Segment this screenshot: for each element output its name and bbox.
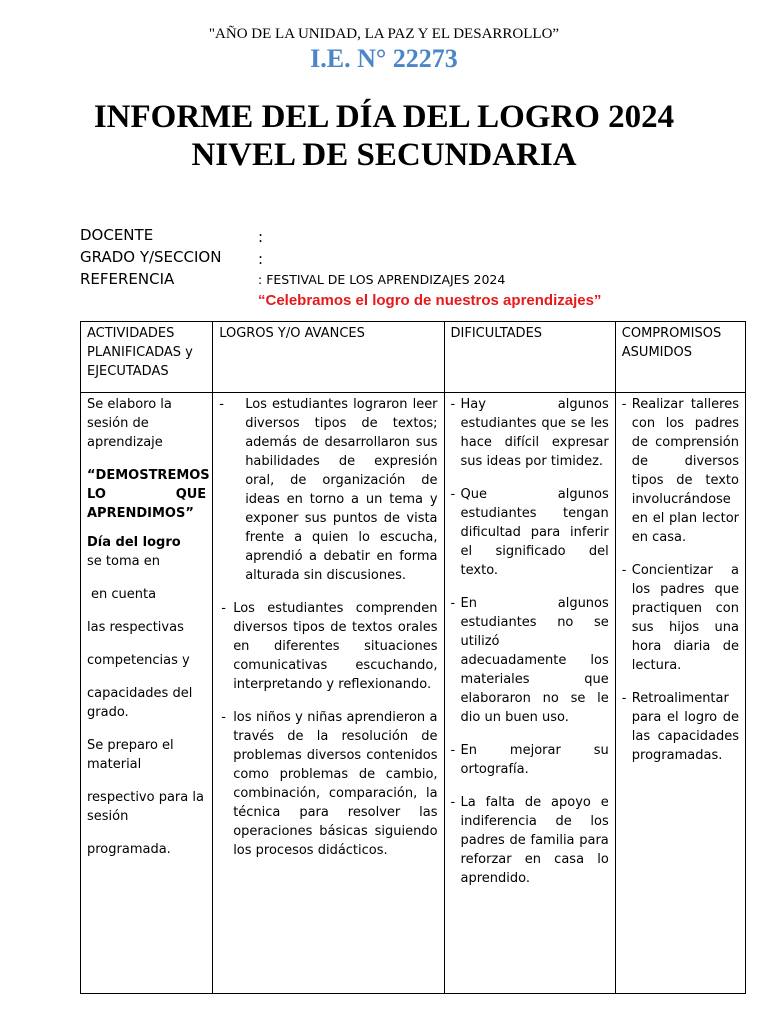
title-line-1: INFORME DEL DÍA DEL LOGRO 2024 [93,99,675,135]
referencia-colon: : [258,272,263,287]
compromiso-text: Realizar talleres con los padres de comprensión de diversos tipos de texto involucrándose en el plan lector en casa. [631,397,739,545]
compromiso-text: Concientizar a los padres que practiquen con sus hijos una hora diaria de lectura. [631,563,739,673]
header-actividades: ACTIVIDADES PLANIFICADAS y EJECUTADAS [81,322,213,393]
grado-colon: : [258,250,264,268]
dificultad-text: En mejorar su ortografía. [460,743,609,777]
logro-item [219,395,437,585]
actividad-text: Se elaboro la sesión de aprendizaje [87,397,172,450]
report-title [0,98,768,174]
actividad-text: competencias y [87,653,190,668]
bullet-dash: - [450,795,456,810]
bullet-dash: - [621,691,627,706]
referencia-value [258,272,505,287]
bullet-dash: - [621,397,627,412]
dificultad-text: Hay algunos estudiantes que se les hace difícil expresar sus ideas por timidez. [460,397,609,469]
header-dificultades: DIFICULTADES [444,322,615,393]
logro-text: Los estudiantes comprenden diversos tipos de textos orales en diferentes situaciones comunicativas escuchando, interpretando y reflexionando. [233,601,438,692]
docente-colon: : [258,228,264,246]
dificultad-item [451,741,609,779]
docente-label: DOCENTE [80,226,154,244]
logro-text: los niños y niñas aprendieron a través de la resolución de problemas diversos contenidos como problemas de cambio, combinación, comparación, la técnica para resolver las operaciones básicas siguiendo los procesos didácticos. [233,710,438,858]
table-header-row [81,322,746,393]
session-title: “DEMOSTREMOS LO QUE APRENDIMOS” [87,468,210,521]
actividad-text: programada. [87,842,171,857]
actividad-text: capacidades del grado. [87,686,193,720]
actividad-text: respectivo para la sesión [87,790,204,824]
dificultad-item [451,395,609,471]
table-body-row [81,393,746,994]
header-logros: LOGROS Y/O AVANCES [213,322,444,393]
logro-day-label: Día del logro [87,535,181,550]
actividad-text: Se preparo el material [87,738,174,772]
referencia-label: REFERENCIA [80,270,175,288]
bullet-dash: - [221,601,226,616]
compromisos-cell [615,393,745,994]
actividad-text: en cuenta [91,587,157,602]
actividad-text-part: se toma en [87,554,160,569]
slogan: “Celebramos el logro de nuestros aprendizajes” [258,292,602,309]
compromiso-text: Retroalimentar para el logro de las capacidades programadas. [631,691,739,763]
actividad-text: las respectivas [87,620,184,635]
compromiso-item [622,561,739,675]
compromiso-item [622,395,739,547]
report-table [80,321,746,994]
grado-label: GRADO Y/SECCION [80,248,222,266]
bullet-dash: - [221,710,226,725]
actividad-text [87,533,206,571]
bullet-dash: - [450,487,456,502]
dificultad-item [451,594,609,727]
dificultad-item [451,793,609,888]
school-name: I.E. N° 22273 [310,44,458,73]
referencia-text: FESTIVAL DE LOS APRENDIZAJES 2024 [266,272,506,287]
dificultad-text: En algunos estudiantes no se utilizó adecuadamente los materiales que elaboraron no se le dio un buen uso. [460,596,609,725]
actividades-cell [81,393,213,994]
bullet-dash: - [450,743,456,758]
bullet-dash: - [450,397,456,412]
title-line-2: NIVEL DE SECUNDARIA [191,137,577,173]
logro-text: Los estudiantes lograron leer diversos tipos de textos; además de desarrollaron sus habilidades de expresión oral, de organización de ideas en torno a un tema y exponer sus puntos de vista frente a quien lo escucha, aprendió a debatir en forma alturada sin discusiones. [245,397,438,583]
bullet-dash: - [621,563,627,578]
dificultad-text: La falta de apoyo e indiferencia de los padres de familia para reforzar en casa lo aprendido. [460,795,609,886]
dificultad-item [451,485,609,580]
bullet-dash: - [450,596,456,611]
year-motto: "AÑO DE LA UNIDAD, LA PAZ Y EL DESARROLLO” [208,26,560,42]
logro-item [219,708,437,860]
dificultades-cell [444,393,615,994]
compromiso-item [622,689,739,765]
logro-item [219,599,437,694]
logros-cell [213,393,444,994]
bullet-dash: - [219,397,224,412]
dificultad-text: Que algunos estudiantes tengan dificultad para inferir el significado del texto. [460,487,609,578]
header-compromisos: COMPROMISOS ASUMIDOS [615,322,745,393]
